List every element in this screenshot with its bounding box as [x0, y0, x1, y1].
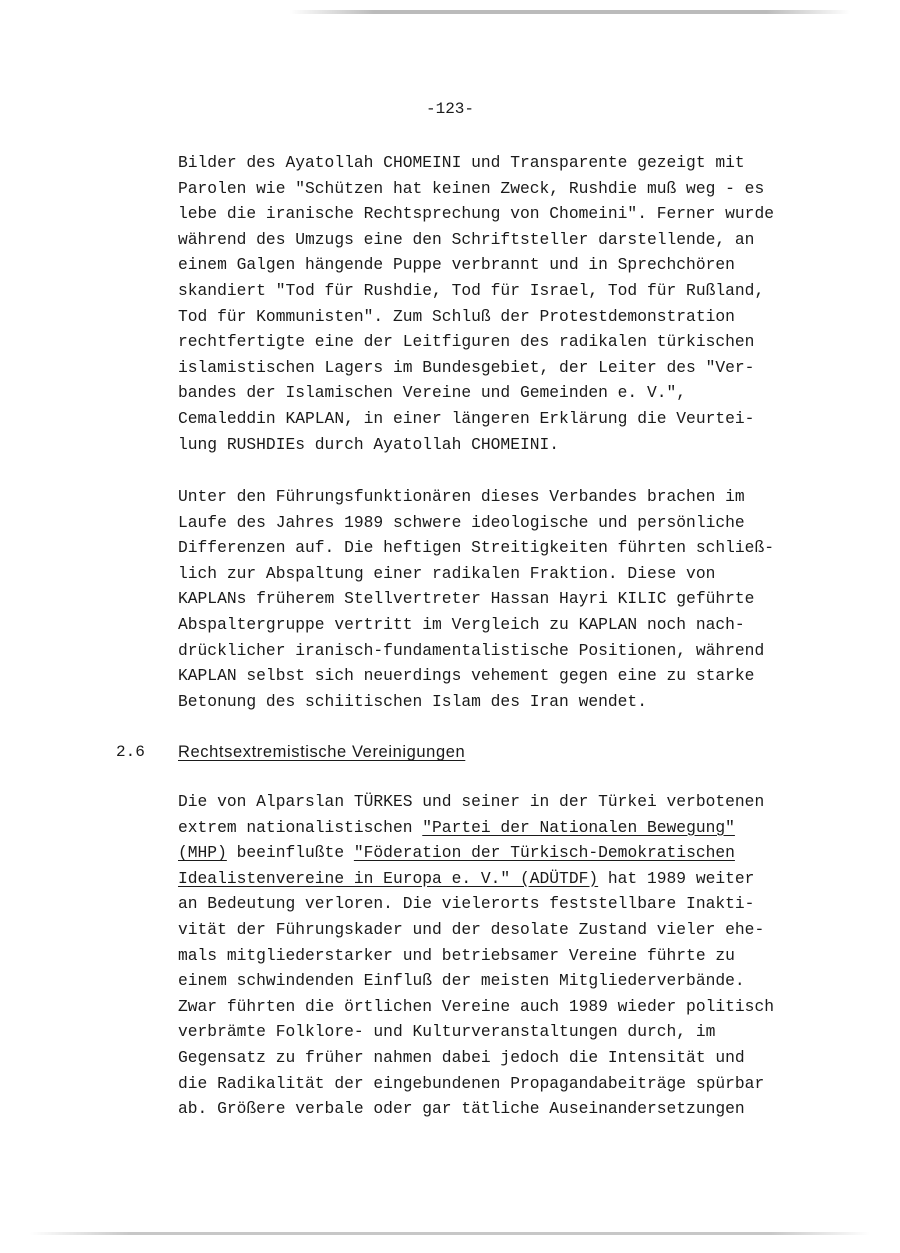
text-line: skandiert "Tod für Rushdie, Tod für Israel, Tod für Rußland, — [178, 280, 765, 300]
text-line: KAPLANs früherem Stellvertreter Hassan Hayri KILIC geführte — [178, 589, 755, 609]
mhp-party-name: "Partei der Nationalen Bewegung" — [422, 817, 735, 837]
text-line: KAPLAN selbst sich neuerdings vehement gegen eine zu starke — [178, 666, 755, 686]
text-line: Gegensatz zu früher nahmen dabei jedoch die Intensität und — [178, 1047, 745, 1067]
text-line: Unter den Führungsfunktionären dieses Verbandes brachen im — [178, 487, 745, 506]
text-line — [178, 815, 818, 841]
text-line: Parolen wie "Schützen hat keinen Zweck, Rushdie muß weg - es — [178, 178, 765, 198]
text-line: lebe die iranische Rechtsprechung von Chomeini". Ferner wurde — [178, 204, 774, 224]
text-line: Laufe des Jahres 1989 schwere ideologische und persönliche — [178, 512, 745, 532]
text-line: Differenzen auf. Die heftigen Streitigkeiten führten schließ- — [178, 538, 774, 558]
text-line: ab. Größere verbale oder gar tätliche Auseinandersetzungen — [178, 1099, 745, 1119]
section-title: Rechtsextremistische Vereinigungen — [178, 743, 466, 761]
text-line: drücklicher iranisch-fundamentalistische Positionen, während — [178, 640, 765, 660]
federation-name: "Föderation der Türkisch-Demokratischen — [353, 843, 735, 863]
text-line: verbrämte Folklore- und Kulturveranstaltungen durch, im — [178, 1022, 716, 1042]
text-line — [178, 840, 818, 866]
scan-edge-top — [290, 10, 850, 14]
text-line: Bilder des Ayatollah CHOMEINI und Transparente gezeigt mit — [178, 153, 745, 172]
text-line: Zwar führten die örtlichen Vereine auch 1989 wieder politisch — [178, 996, 774, 1016]
text-line: Die von Alparslan TÜRKES und seiner in der Türkei verbotenen — [178, 792, 765, 811]
paragraph-tuerkes — [178, 789, 818, 1122]
page-number: -123- — [425, 100, 474, 118]
text-segment: beeinflußte — [226, 843, 354, 863]
mhp-abbreviation: (MHP) — [178, 843, 227, 863]
text-line — [178, 866, 818, 892]
text-line: einem schwindenden Einfluß der meisten Mitgliederverbände. — [178, 971, 745, 991]
paragraph-kaplan — [178, 484, 818, 714]
text-line: islamistischen Lagers im Bundesgebiet, der Leiter des "Ver- — [178, 357, 755, 377]
text-line: bandes der Islamischen Vereine und Gemeinden e. V.", — [178, 383, 687, 403]
text-line: während des Umzugs eine den Schriftsteller darstellende, an — [178, 229, 755, 249]
text-line: Tod für Kommunisten". Zum Schluß der Protestdemonstration — [178, 306, 735, 326]
text-line: lung RUSHDIEs durch Ayatollah CHOMEINI. — [178, 434, 560, 454]
text-line: einem Galgen hängende Puppe verbrannt und in Sprechchören — [178, 255, 735, 275]
text-segment: hat 1989 weiter — [598, 868, 755, 888]
scan-edge-bottom — [30, 1232, 870, 1235]
text-line: rechtfertigte eine der Leitfiguren des radikalen türkischen — [178, 332, 755, 352]
text-line: Cemaleddin KAPLAN, in einer längeren Erklärung die Veurtei- — [178, 408, 755, 428]
paragraph-chomeini — [178, 150, 818, 457]
text-line: an Bedeutung verloren. Die vielerorts feststellbare Inakti- — [178, 894, 755, 914]
text-line: die Radikalität der eingebundenen Propagandabeiträge spürbar — [178, 1073, 765, 1093]
federation-name-continued: Idealistenvereine in Europa e. V." (ADÜTDF) — [178, 868, 599, 888]
text-line: Abspaltergruppe vertritt im Vergleich zu KAPLAN noch nach- — [178, 614, 745, 634]
text-line: mals mitgliederstarker und betriebsamer Vereine führte zu — [178, 945, 735, 965]
section-number: 2.6 — [116, 743, 145, 761]
text-line: lich zur Abspaltung einer radikalen Fraktion. Diese von — [178, 563, 716, 583]
text-segment: extrem nationalistischen — [178, 817, 423, 837]
text-line: Betonung des schiitischen Islam des Iran wendet. — [178, 691, 647, 711]
text-line: vität der Führungskader und der desolate Zustand vieler ehe- — [178, 919, 765, 939]
